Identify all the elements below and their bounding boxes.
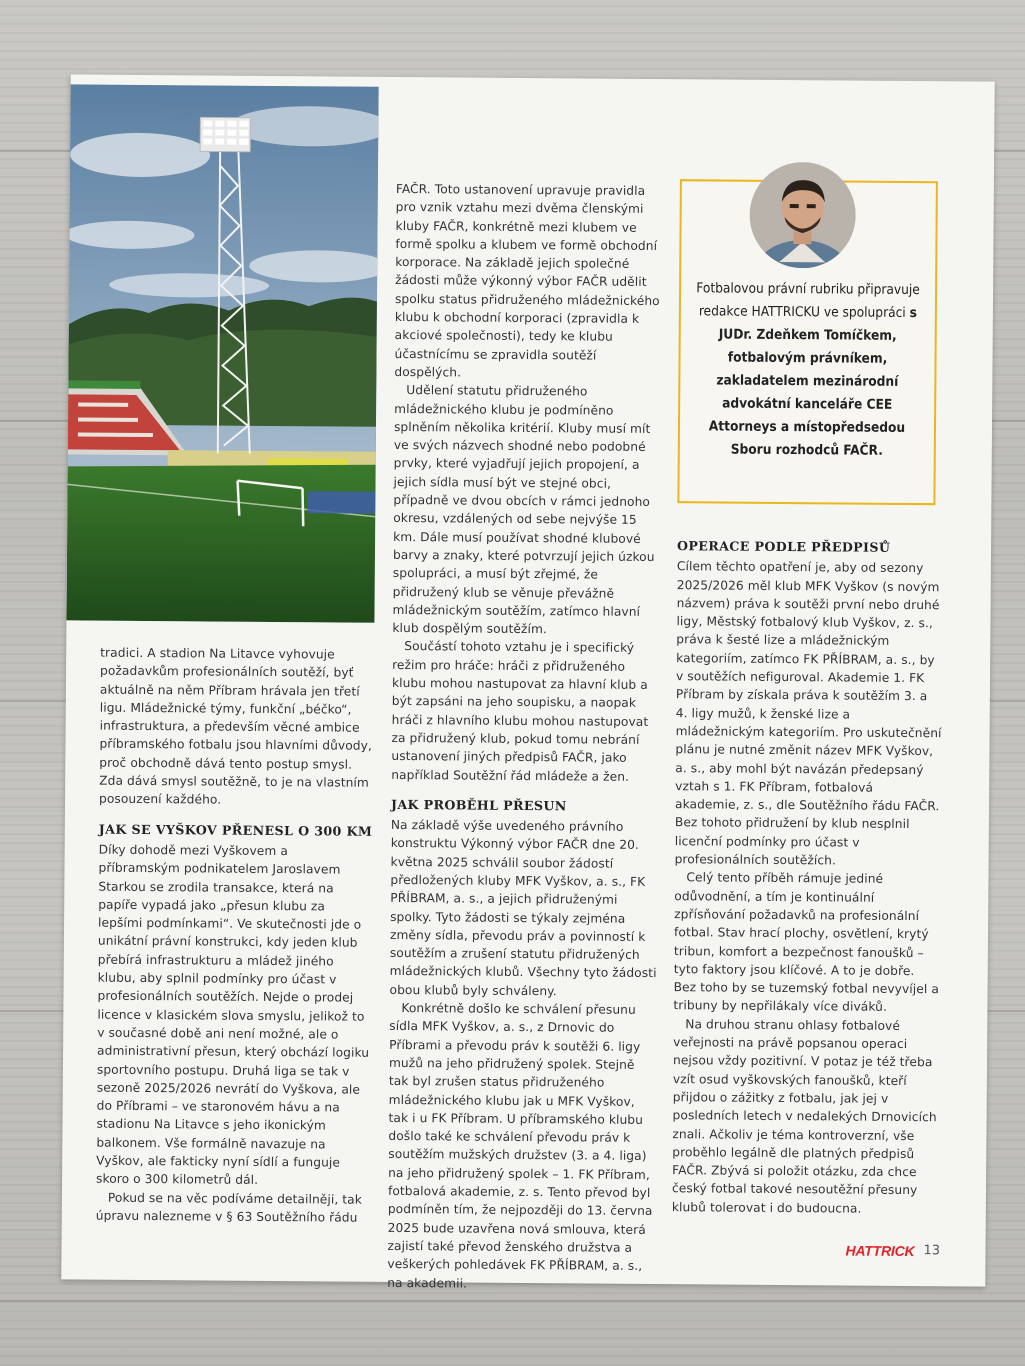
col2-paragraph-1: FAČR. Toto ustanovení upravuje pravidla pro vznik vztahu mezi dvěma členskými kluby FAČR, konkrétně mezi klubem ve formě spolku a klubem ve formě obchodní korporace. Na základě jejich společné žádosti může výkonný výbor FAČR udělit spolku status přidruženého mládežnického klubu k obchodní korporaci (zpravidla k akciové společnosti), tedy ke klubu účastnícímu se zpravidla soutěží dospělých. bbox=[394, 181, 660, 380]
col3-heading: OPERACE PODLE PŘEDPISŮ bbox=[677, 538, 891, 555]
author-avatar bbox=[749, 162, 856, 269]
col3-paragraph-1: Cílem těchto opatření je, aby od sezony 2025/2026 měl klub MFK Vyškov (s novým názvem) práva k soutěži první nebo druhé ligy, Městský fotbalový klub Vyškov, z. s., práva k šesté lize a mládežnickým kategoriím, zatímco FK PŘÍBRAM, a. s., by v soutěžích nefiguroval. Akademie 1. FK Příbram by získala práva k soutěžím 3. a 4. ligy mužů, k ženské lize a mládežnickým kategoriím. Pro uskutečnění plánu je nutné změnit název MFK Vyškov, a. s., aby mohl být navázán předepsaný vztah s 1. FK Příbram, fotbalová akademie, z. s., dle Soutěžního řádu FAČR. Bez tohoto přidružení by klub nesplnil licenční podmínky pro účast v profesionálních soutěžích. bbox=[674, 559, 942, 868]
col1-paragraph-1: tradici. A stadion Na Litavce vyhovuje požadavkům profesionálních soutěží, byť aktuálně na něm Příbram hrávala jen třetí ligu. Mládežnické týmy, funkční „béčko“, infrastruktura, a především věcné ambice příbramského fotbalu jsou hlavními důvody, proč obchodně dává tento postup smysl. Zda dává smysl soutěžně, to je na vlastním posouzení každého. bbox=[99, 645, 372, 807]
author-box-text bbox=[688, 277, 927, 463]
column-3 bbox=[672, 537, 943, 1218]
col2-heading: JAK PROBĚHL PŘESUN bbox=[390, 796, 567, 814]
col2-paragraph-4: Na základě výše uvedeného právního konstruktu Výkonný výbor FAČR dne 20. května 2025 schválil soubor žádostí předložených kluby MFK Vyškov, a. s., FK PŘÍBRAM, a. s., a jejich přidruženými spolky. Tyto žádosti se týkaly zejména změny sídla, převodu práv a povinností k soutěžím a zrušení statutu přidružených mládežnických klubů. Všechny tyto žádosti obou klubů byly schváleny. bbox=[389, 818, 657, 999]
col2-paragraph-2: Udělení statutu přidruženého mládežnického klubu je podmíněno splněním několika kritérií. Kluby musí mít ve svých názvech shodné nebo podobné prvky, které vyjadřují jejich propojení, a jejich sídla musí být ve stejné obci, případně ve dvou obcích v rámci jednoho okresu, vzdálených od sebe nejvýše 15 km. Dále musí používat shodné klubové barvy a znaky, které potvrzují jejich úzkou spolupráci, a musí být zřejmé, že přidružený klub se věnuje převážně mládežnickým soutěžím, zatímco hlavní klub dospělým soutěžím. bbox=[392, 383, 655, 637]
page-number: 13 bbox=[923, 1243, 941, 1259]
col2-paragraph-3: Součástí tohoto vztahu je i specifický režim pro hráče: hráči z přidruženého klubu mohou nastupovat za hlavní klub a být zapsáni na jeho soupisku, a naopak hráči z hlavního klubu mohou nastupovat za přidružený klub, pokud tomu nebrání ustanovení jiných předpisů FAČR, jako například Soutěžní řád mládeže a žen. bbox=[391, 639, 649, 784]
col1-heading: JAK SE VYŠKOV PŘENESL O 300 KM bbox=[98, 821, 373, 839]
stadium-photo bbox=[66, 84, 378, 622]
box-author-text: s JUDr. Zdeňkem Tomíčkem, fotbalovým právníkem, zakladatelem mezinárodní advokátní kanceláře CEE Attorneys a místopředsedou Sboru rozhodců FAČR. bbox=[708, 304, 917, 459]
col1-paragraph-3: Pokud se na věc podíváme detailněji, tak úpravu nalezneme v § 63 Soutěžního řádu bbox=[95, 1190, 362, 1225]
col2-paragraph-5: Konkrétně došlo ke schválení přesunu sídla MFK Vyškov, a. s., z Drnovic do Příbrami a převodu práv k soutěži 6. ligy mužů na jeho přidružený spolek. Stejně tak byl zrušen status přidruženého mládežnického klubu jak u MFK Vyškov, tak i u FK Příbram. U příbramského klubu došlo také ke schválení převodu práv k soutěžím mužských družstev (3. a 4. liga) na jeho přidružený spolek – 1. FK Příbram, fotbalová akademie, z. s. Tento převod byl podmíněn tím, že nejpozději do 13. června 2025 bude uzavřena nová smlouva, která zajistí také převod ženského družstva a veškerých pohledávek FK PŘÍBRAM, a. s., na akademii. bbox=[387, 1001, 653, 1291]
box-intro-text: Fotbalovou právní rubriku připravuje redakce HATTRICKU ve spolupráci bbox=[696, 280, 920, 321]
column-1 bbox=[96, 644, 375, 1227]
magazine-page bbox=[61, 74, 994, 1291]
col1-paragraph-2: Díky dohodě mezi Vyškovem a příbramským podnikatelem Jaroslavem Starkou se zrodila transakce, která na papíře vypadá jako „přesun klubu za lepšími podmínkami“. Ve skutečnosti jde o unikátní právní konstrukci, kdy jeden klub přebírá infrastrukturu a mládež jiného klubu, aby splnil podmínky pro účast v profesionálních soutěžích. Nejde o prodej licence v klasickém slova smyslu, jelikož to v současné době ani není možné, ale o administrativní přesun, který obchází logiku sportovního postupu. Druhá liga se tak v sezoně 2025/2026 nevrátí do Vyškova, ale do Příbrami – ve staronovém hávu a na stadionu Na Litavce s jeho ikonickým balkonem. Vše formálně navazuje na Vyškov, ale fakticky nyní sídlí a funguje skoro o 300 kilometrů dál. bbox=[96, 842, 370, 1188]
column-2 bbox=[387, 180, 664, 1294]
col3-paragraph-2: Celý tento příběh rámuje jediné odůvodnění, a tím je kontinuální zpřísňování požadavků na profesionální fotbal. Stav hrací plochy, osvětlení, krytý tribun, komfort a bezpečnost fanoušků – tyto faktory jsou klíčové. A to je dobře. Bez toho by se tuzemský fotbal nevyvíjel a tribuny by nepřilákaly více diváků. bbox=[673, 870, 939, 1015]
author-info-box bbox=[677, 179, 938, 505]
col3-paragraph-3: Na druhou stranu ohlasy fotbalové veřejnosti na právě popsanou operaci nejsou vždy pozitivní. V potaz je též třeba vzít osud vyškovských fanoušků, kteří přijdou o zážitky z fotbalu, jak jej v posledních letech v nedalekých Drnovicích znali. Ačkoliv je téma kontroverzní, vše proběhlo legálně dle platných předpisů FAČR. Zbývá si položit otázku, zda chce český fotbal takové nesoutěžní přesuny klubů tolerovat i do budoucna. bbox=[671, 1016, 937, 1216]
hattrick-logo: HATTRICK bbox=[845, 1242, 915, 1260]
